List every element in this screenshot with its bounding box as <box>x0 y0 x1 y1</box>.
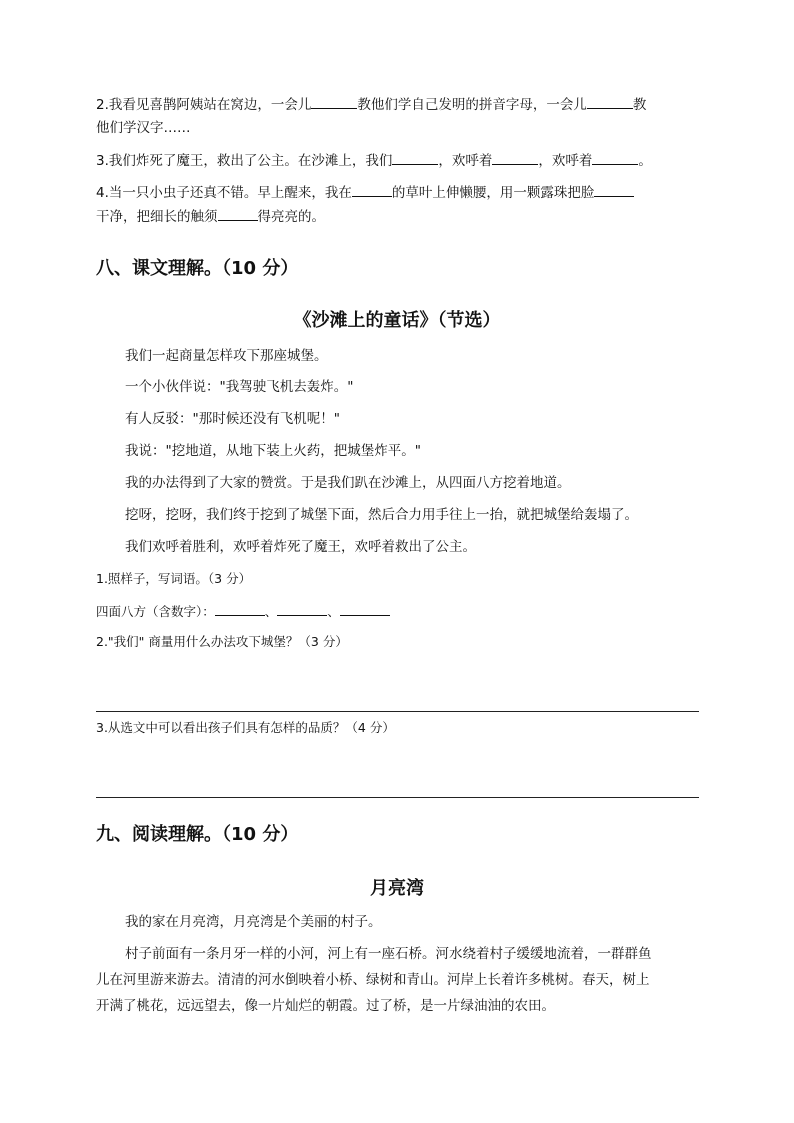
fill-q2-text-c: 教 <box>632 97 647 113</box>
fill-q3-text-c: ，欢呼着 <box>538 153 593 169</box>
answer-blank[interactable] <box>218 206 258 221</box>
q1-sep: 、 <box>264 604 278 619</box>
passage-paragraph: 有人反驳："那时候还没有飞机呢！" <box>125 411 340 427</box>
answer-blank[interactable] <box>587 94 633 109</box>
section8-q1: 1.照样子，写词语。（3 分） <box>96 571 252 586</box>
section8-q3: 3.从选文中可以看出孩子们具有怎样的品质？（4 分） <box>96 720 395 735</box>
section8-q1-example <box>96 601 390 622</box>
fill-q2-text-a: 2.我看见喜鹊阿姨站在窝边，一会儿 <box>96 97 312 113</box>
fill-q4-text-a: 4.当一只小虫子还真不错。早上醒来，我在 <box>96 185 352 201</box>
fill-q3-text-d: 。 <box>638 153 652 169</box>
fill-q4-line2 <box>96 206 325 227</box>
passage-line: 开满了桃花，远远望去，像一片灿烂的朝霞。过了桥，是一片绿油油的农田。 <box>96 998 555 1014</box>
section9-heading: 九、阅读理解。（10 分） <box>96 824 299 845</box>
q1-sep: 、 <box>327 604 340 619</box>
answer-blank[interactable] <box>592 150 638 165</box>
fill-q3-text-b: ，欢呼着 <box>438 153 493 169</box>
fill-q2-line2: 他们学汉字…… <box>96 120 191 136</box>
section9-passage-title: 月亮湾 <box>370 878 424 899</box>
passage-paragraph: 我们欢呼着胜利，欢呼着炸死了魔王，欢呼着救出了公主。 <box>125 539 476 555</box>
passage-line: 儿在河里游来游去。清清的河水倒映着小桥、绿树和青山。河岸上长着许多桃树。春天，树上 <box>96 972 650 988</box>
fill-q4-line1 <box>96 182 634 203</box>
passage-paragraph: 一个小伙伴说："我驾驶飞机去轰炸。" <box>125 379 354 395</box>
fill-q4-text-d: 得亮亮的。 <box>257 209 325 225</box>
passage-paragraph: 我的办法得到了大家的赞赏。于是我们趴在沙滩上，从四面八方挖着地道。 <box>125 475 571 491</box>
section8-passage-title: 《沙滩上的童话》（节选） <box>293 310 501 331</box>
fill-q3-text-a: 3.我们炸死了魔王，救出了公主。在沙滩上，我们 <box>96 153 393 169</box>
passage-paragraph: 我们一起商量怎样攻下那座城堡。 <box>125 348 328 364</box>
passage-paragraph: 挖呀，挖呀，我们终于挖到了城堡下面，然后合力用手往上一抬，就把城堡给轰塌了。 <box>125 507 638 523</box>
answer-blank[interactable] <box>594 182 634 197</box>
fill-q2-text-b: 教他们学自己发明的拼音字母，一会儿 <box>357 97 587 113</box>
answer-blank[interactable] <box>277 601 327 616</box>
passage-paragraph: 我说："挖地道，从地下装上火药，把城堡炸平。" <box>125 443 421 459</box>
answer-blank[interactable] <box>340 601 390 616</box>
section8-q2: 2."我们" 商量用什么办法攻下城堡？（3 分） <box>96 634 348 649</box>
answer-blank[interactable] <box>392 150 438 165</box>
q1-example-label: 四面八方（含数字）： <box>96 604 215 619</box>
answer-blank[interactable] <box>352 182 392 197</box>
fill-q4-text-c: 干净，把细长的触须 <box>96 209 218 225</box>
answer-line[interactable] <box>96 797 699 798</box>
fill-q4-text-b: 的草叶上伸懒腰，用一颗露珠把脸 <box>391 185 595 201</box>
fill-q3-line <box>96 150 652 171</box>
answer-blank[interactable] <box>492 150 538 165</box>
passage-paragraph: 我的家在月亮湾，月亮湾是个美丽的村子。 <box>125 914 382 930</box>
passage-line: 村子前面有一条月牙一样的小河，河上有一座石桥。河水绕着村子缓缓地流着，一群群鱼 <box>125 946 652 962</box>
answer-blank[interactable] <box>215 601 265 616</box>
answer-blank[interactable] <box>311 94 357 109</box>
fill-q2-line1 <box>96 94 646 115</box>
section8-heading: 八、课文理解。（10 分） <box>96 258 299 279</box>
answer-line[interactable] <box>96 711 699 712</box>
